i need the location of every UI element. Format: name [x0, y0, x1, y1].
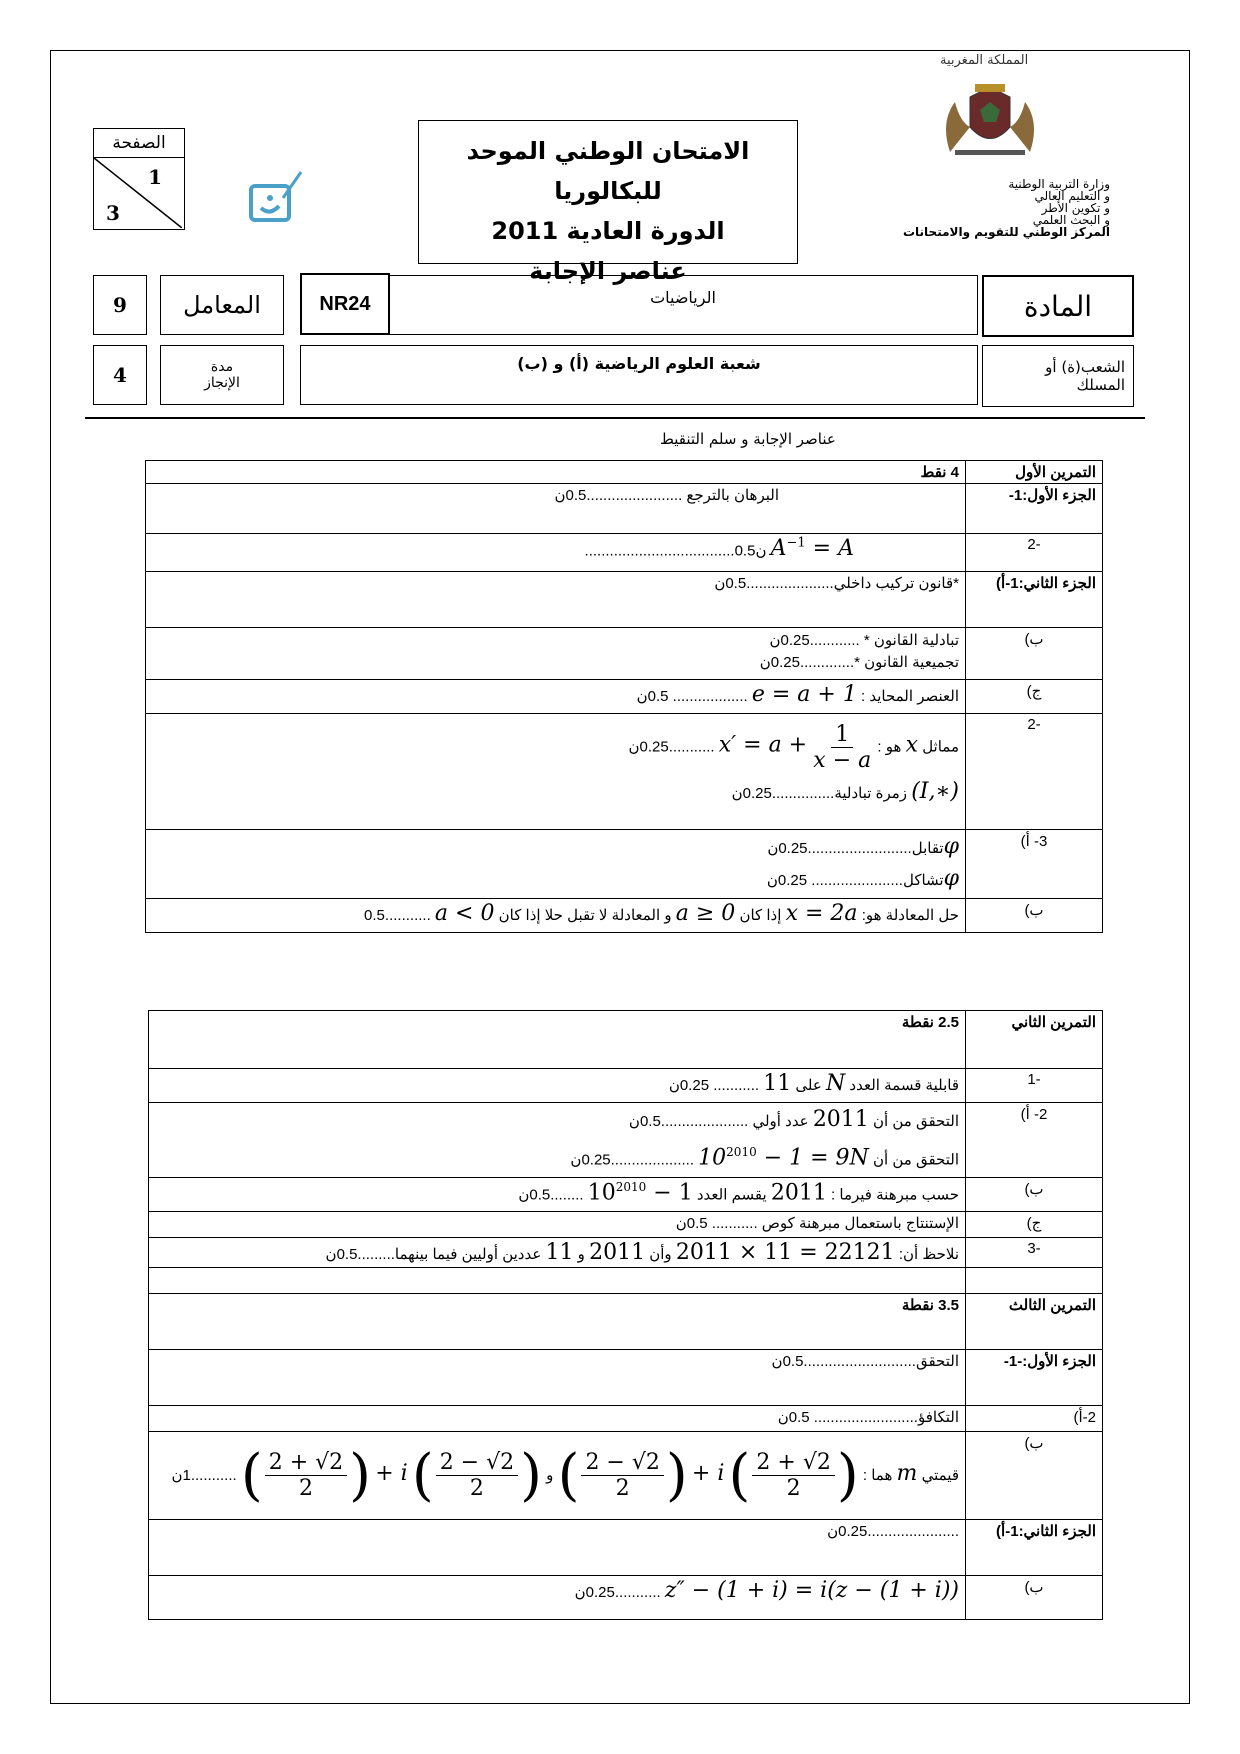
- table-row: [149, 1350, 1103, 1406]
- exam-center: المركز الوطني للتقويم والامتحانات: [902, 225, 1110, 239]
- row-number: الجزء الثاني:1-أ): [966, 1520, 1103, 1576]
- kingdom-name: المملكة المغربية: [940, 53, 1029, 68]
- row-number: 2-أ): [966, 1406, 1103, 1432]
- answer-cell: ....................................0.5ن $A^{-1} = A$: [146, 534, 966, 572]
- table-row: [146, 484, 1103, 534]
- row-number: -1: [966, 1069, 1103, 1103]
- duration-label-line: مدة: [210, 359, 234, 375]
- answer-cell: الإستنتاج باستعمال مبرهنة كوص ........... 0.5ن: [149, 1212, 966, 1238]
- exam-title: الامتحان الوطني الموحد للبكالوريا: [466, 137, 750, 205]
- answer-cell: حل المعادلة هو: x = 2a إذا كان a ≥ 0 و المعادلة لا تقبل حلا إذا كان a < 0 ...........0.5: [146, 899, 966, 933]
- row-number: ج): [966, 1212, 1103, 1238]
- table-row: [146, 572, 1103, 628]
- row-number: -3: [966, 1238, 1103, 1268]
- duration-value: 4: [93, 345, 147, 405]
- branch-label-line: المسلك: [1076, 376, 1125, 394]
- table-row: [149, 1011, 1103, 1069]
- table-row: [146, 680, 1103, 714]
- ministry-line: و التعليم العالي: [1034, 189, 1110, 203]
- exam-code: NR24: [300, 273, 390, 335]
- table-row: [149, 1520, 1103, 1576]
- table-row: [146, 534, 1103, 572]
- table-row: [146, 899, 1103, 933]
- table-row: [146, 830, 1103, 899]
- answer-cell: قابلية قسمة العدد N على 11 ........... 0.25ن: [149, 1069, 966, 1103]
- royal-emblem-icon: [930, 82, 1050, 157]
- duration-label-line: الإنجاز: [204, 375, 240, 391]
- subject-label: المادة: [982, 275, 1134, 337]
- row-number: ب): [966, 1178, 1103, 1212]
- coef-label: المعامل: [160, 275, 284, 335]
- exam-title-box: [418, 120, 798, 285]
- table-row: [149, 1406, 1103, 1432]
- exercise-points: 3.5 نقطة: [149, 1294, 966, 1350]
- branch-label-line: الشعب(ة) أو: [1045, 358, 1125, 376]
- row-number: الجزء الأول:-1-: [966, 1350, 1103, 1406]
- doc-type: عناصر الإجابة: [529, 257, 687, 285]
- table-row: [149, 1178, 1103, 1212]
- table-row: [149, 1432, 1103, 1520]
- table-row: [149, 1268, 1103, 1294]
- caption: عناصر الإجابة و سلم التنقيط: [660, 430, 836, 448]
- exercise-title: التمرين الأول: [966, 461, 1103, 484]
- row-number: ب): [966, 628, 1103, 680]
- row-number: -2: [966, 714, 1103, 830]
- exercise-2-3-table: [148, 1010, 1103, 1620]
- exercise-title: التمرين الثالث: [966, 1294, 1103, 1350]
- row-number: ج): [966, 680, 1103, 714]
- exercise-1-table: [145, 460, 1103, 933]
- table-row: [149, 1212, 1103, 1238]
- answer-cell: قيمتي m هما : ( $\frac{2 - √2}{2}$ ) + i ( $\frac{2 + √2}{2}$ ) و ( $\frac{2 + √2}{2}$ ) + i ( $\frac{2 - √2}{2}$ ) ...........1ن: [149, 1432, 966, 1520]
- answer-cell: z″ − (1 + i) = i(z − (1 + i)) ...........0.25ن: [149, 1576, 966, 1620]
- table-row: [149, 1576, 1103, 1620]
- table-row: [149, 1069, 1103, 1103]
- table-row: [149, 1103, 1103, 1178]
- table-row: [146, 461, 1103, 484]
- answer-cell: العنصر المحايد : e = a + 1 .................. 0.5ن: [146, 680, 966, 714]
- center-logo-icon: [243, 168, 313, 226]
- answer-cell: البرهان بالترجع .......................0.5ن: [146, 484, 966, 534]
- row-number: 2- أ): [966, 1103, 1103, 1178]
- header-rule: [85, 417, 1145, 419]
- branch-value: شعبة العلوم الرياضية (أ) و (ب): [300, 345, 978, 405]
- table-row: [146, 628, 1103, 680]
- row-number: -2: [966, 534, 1103, 572]
- row-number: الجزء الثاني:1-أ): [966, 572, 1103, 628]
- exercise-title: التمرين الثاني: [966, 1011, 1103, 1069]
- subject-value: الرياضيات: [388, 275, 978, 335]
- ministry-line: وزارة التربية الوطنية: [1008, 177, 1110, 191]
- page-total: 3: [106, 201, 120, 225]
- answer-cell: *قانون تركيب داخلي.....................0.5ن: [146, 572, 966, 628]
- row-number: ب): [966, 1432, 1103, 1520]
- answer-cell: ......................0.25ن: [149, 1520, 966, 1576]
- table-row: [149, 1238, 1103, 1268]
- answer-cell: حسب مبرهنة فيرما : 2011 يقسم العدد $10^{2010} - 1$ ........0.5ن: [149, 1178, 966, 1212]
- ministry-line: و تكوين الأطر: [1041, 201, 1110, 215]
- row-number: الجزء الأول:1-: [966, 484, 1103, 534]
- answer-cell: التحقق من أن 2011 عدد أولي .....................0.5ن التحقق من أن $10^{2010} - 1 = 9N$ ....................0.25ن: [149, 1103, 966, 1178]
- row-number: ب): [966, 899, 1103, 933]
- exam-session: الدورة العادية 2011: [491, 217, 725, 245]
- ministry-block: [870, 178, 1110, 238]
- answer-cell: نلاحظ أن: 2011 × 11 = 22121 وأن 2011 و 11 عددين أوليين فيما بينهما.........0.5ن: [149, 1238, 966, 1268]
- answer-cell: φتقابل.........................0.25ن φتشاكل...................... 0.25ن: [146, 830, 966, 899]
- page-number: 1: [148, 165, 162, 189]
- answer-cell: التكافؤ......................... 0.5ن: [149, 1406, 966, 1432]
- table-row: [146, 714, 1103, 830]
- coef-value: 9: [93, 275, 147, 335]
- duration-label: [160, 345, 284, 405]
- row-number: ب): [966, 1576, 1103, 1620]
- table-row: [149, 1294, 1103, 1350]
- page-label: الصفحة: [94, 129, 184, 158]
- ministry-line: و البحث العلمي: [1032, 213, 1110, 227]
- page-number-box: [93, 128, 185, 230]
- branch-label: [982, 345, 1134, 407]
- answer-cell: التحقق...........................0.5ن: [149, 1350, 966, 1406]
- exercise-points: 2.5 نقطة: [149, 1011, 966, 1069]
- answer-cell: تبادلية القانون * ............0.25ن تجميعية القانون *.............0.25ن: [146, 628, 966, 680]
- answer-cell: مماثل x هو : x′ = a + $\frac{1}{x - a}$ ...........0.25ن (I,∗) زمرة تبادلية...............0.25ن: [146, 714, 966, 830]
- exercise-points: 4 نقط: [146, 461, 966, 484]
- row-number: 3- أ): [966, 830, 1103, 899]
